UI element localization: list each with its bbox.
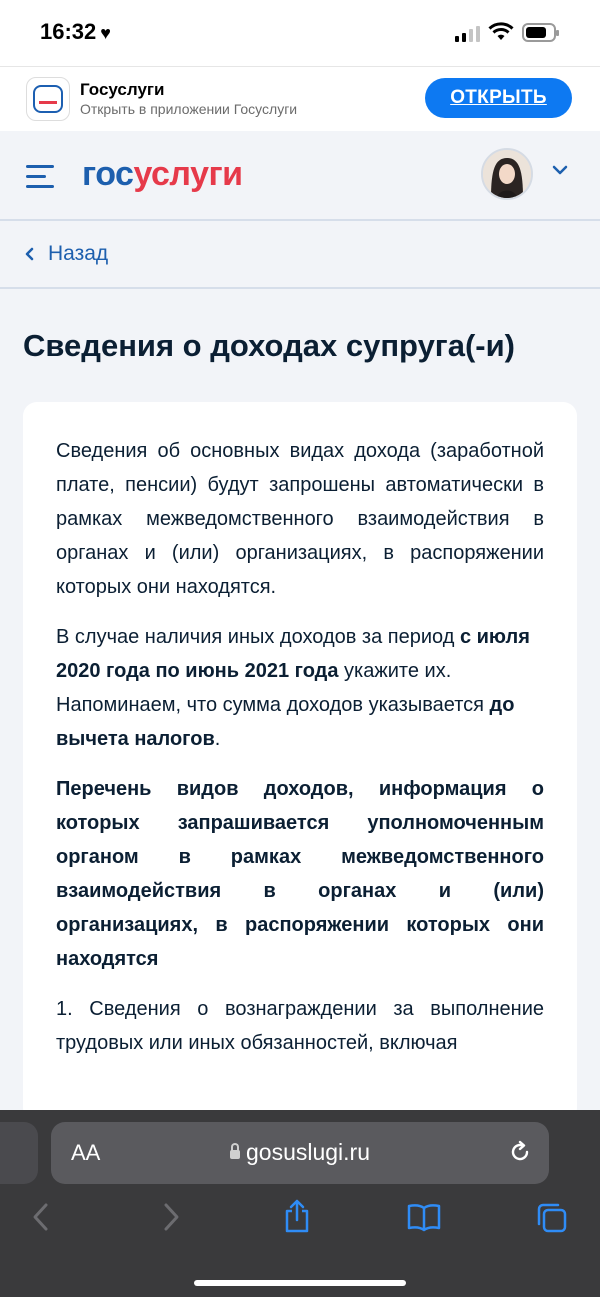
tabs-icon[interactable] (535, 1202, 569, 1234)
forward-arrow-icon[interactable] (160, 1202, 182, 1232)
heart-icon: ♥ (100, 23, 111, 43)
status-bar (0, 0, 600, 66)
wifi-icon (488, 22, 514, 42)
cellular-signal-icon (455, 26, 480, 42)
info-card (23, 402, 577, 1122)
share-icon[interactable] (282, 1198, 312, 1234)
lock-icon (230, 1150, 240, 1159)
income-types-heading: Перечень видов доходов, информация о которых запрашивается уполномоченным органом в рамках межведомственного взаимодействия в органах и (или) организациях, в распоряжении которых они находятся (56, 778, 544, 970)
url-text[interactable]: gosuslugi.ru (51, 1139, 549, 1166)
app-banner-name: Госуслуги (80, 80, 165, 99)
period-paragraph: В случае наличия иных доходов за период с июля 2020 года по июнь 2021 года укажите их. (56, 626, 530, 682)
app-banner (0, 66, 600, 132)
gosuslugi-app-icon (26, 77, 70, 121)
gosuslugi-logo[interactable]: госуслуги (82, 155, 243, 193)
back-arrow-icon[interactable] (30, 1202, 52, 1232)
chevron-down-icon[interactable] (552, 164, 568, 176)
reload-icon[interactable] (507, 1139, 533, 1165)
app-banner-subtitle: Открыть в приложении Госуслуги (80, 101, 298, 117)
status-time: 16:32 ♥ (40, 19, 111, 44)
back-link[interactable] (24, 242, 108, 266)
address-bar[interactable] (51, 1122, 549, 1184)
bookmarks-icon[interactable] (406, 1202, 442, 1232)
back-label: Назад (48, 242, 109, 265)
page-title: Сведения о доходах супруга(-и) (23, 328, 515, 363)
menu-icon[interactable] (26, 165, 56, 189)
site-header (0, 131, 600, 221)
reader-settings-button[interactable]: AA (71, 1140, 101, 1165)
avatar[interactable] (481, 148, 533, 200)
battery-icon (522, 23, 556, 42)
back-nav (0, 221, 600, 289)
income-item-1: 1. Сведения о вознаграждении за выполнение трудовых или иных обязанностей, включая (56, 998, 544, 1054)
chevron-left-icon (24, 247, 34, 261)
intro-paragraph: Сведения об основных видах дохода (заработной плате, пенсии) будут запрошены автоматически в рамках межведомственного взаимодействия в органах и (или) организациях, в распоряжении которых они находятся. (56, 440, 544, 598)
open-app-button[interactable]: ОТКРЫТЬ (425, 78, 572, 118)
previous-tab-preview[interactable] (0, 1122, 38, 1184)
browser-chrome (0, 1110, 600, 1297)
home-indicator[interactable] (194, 1280, 406, 1286)
tax-note-paragraph: Напоминаем, что сумма доходов указывается до вычета налогов. (56, 694, 515, 750)
